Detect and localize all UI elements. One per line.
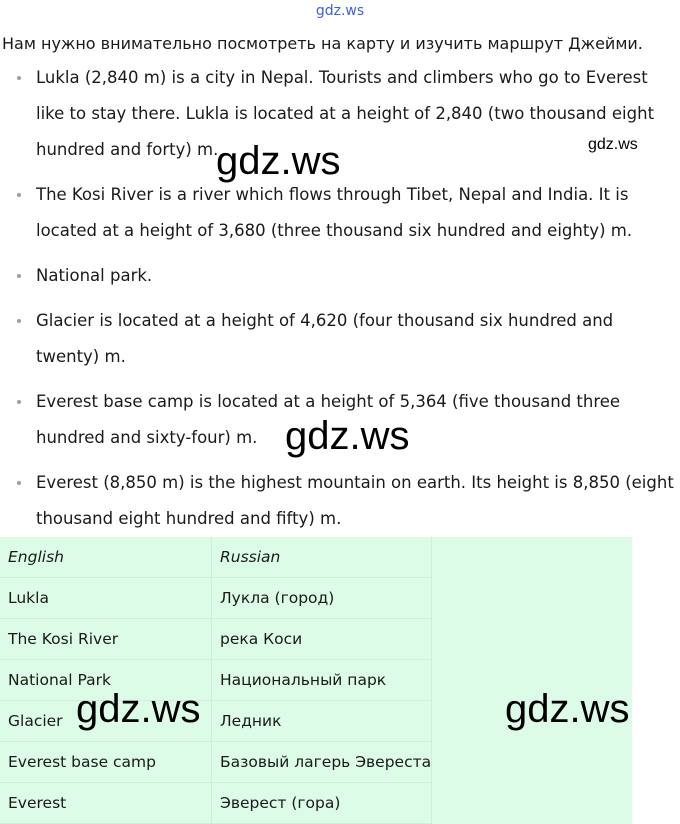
table-row xyxy=(0,578,632,619)
cell-russian: Эверест (гора) xyxy=(212,783,432,824)
watermark: gdz.ws xyxy=(76,687,201,731)
table-cell-empty xyxy=(432,619,632,660)
table-cell-empty xyxy=(432,742,632,783)
cell-english: Everest base camp xyxy=(0,742,212,783)
cell-english: Glacier xyxy=(0,701,212,742)
header-english: English xyxy=(0,537,212,578)
cell-english: Everest xyxy=(0,783,212,824)
table-header-row xyxy=(0,537,632,578)
table-cell-empty xyxy=(432,783,632,824)
cell-russian: Базовый лагерь Эвереста xyxy=(212,742,432,783)
cell-english: Lukla xyxy=(0,578,212,619)
vocabulary-table xyxy=(0,537,632,824)
table-cell-empty xyxy=(432,537,632,578)
cell-english: National Park xyxy=(0,660,212,701)
watermark: gdz.ws xyxy=(588,136,638,153)
cell-russian: Лукла (город) xyxy=(212,578,432,619)
site-link[interactable]: gdz.ws xyxy=(315,3,365,19)
table-cell-empty xyxy=(432,578,632,619)
table-row xyxy=(0,783,632,824)
list-item: The Kosi River is a river which flows through Tibet, Nepal and India. It is located at a height of 3,680 (three thousand six hundred and eighty) m. xyxy=(0,177,680,249)
list-item: Glacier is located at a height of 4,620 (four thousand six hundred and twenty) m. xyxy=(0,303,680,375)
table-row xyxy=(0,619,632,660)
cell-russian: Национальный парк xyxy=(212,660,432,701)
header-russian: Russian xyxy=(212,537,432,578)
cell-russian: Ледник xyxy=(212,701,432,742)
list-item: Lukla (2,840 m) is a city in Nepal. Tourists and climbers who go to Everest like to stay there. Lukla is located at a height of 2,840 (two thousand eight hundred and forty) m. xyxy=(0,60,680,168)
list-item: Everest (8,850 m) is the highest mountain on earth. Its height is 8,850 (eight thousand eight hundred and fifty) m. xyxy=(0,465,680,537)
cell-english: The Kosi River xyxy=(0,619,212,660)
table-row xyxy=(0,742,632,783)
watermark: gdz.ws xyxy=(505,687,630,731)
list-item: Everest base camp is located at a height of 5,364 (five thousand three hundred and sixty-four) m. xyxy=(0,384,680,456)
intro-text: Нам нужно внимательно посмотреть на карту и изучить маршрут Джейми. xyxy=(2,34,643,53)
watermark: gdz.ws xyxy=(285,414,410,458)
cell-russian: река Коси xyxy=(212,619,432,660)
list-item: National park. xyxy=(0,258,680,294)
watermark: gdz.ws xyxy=(216,139,341,183)
route-points-list xyxy=(0,60,680,546)
